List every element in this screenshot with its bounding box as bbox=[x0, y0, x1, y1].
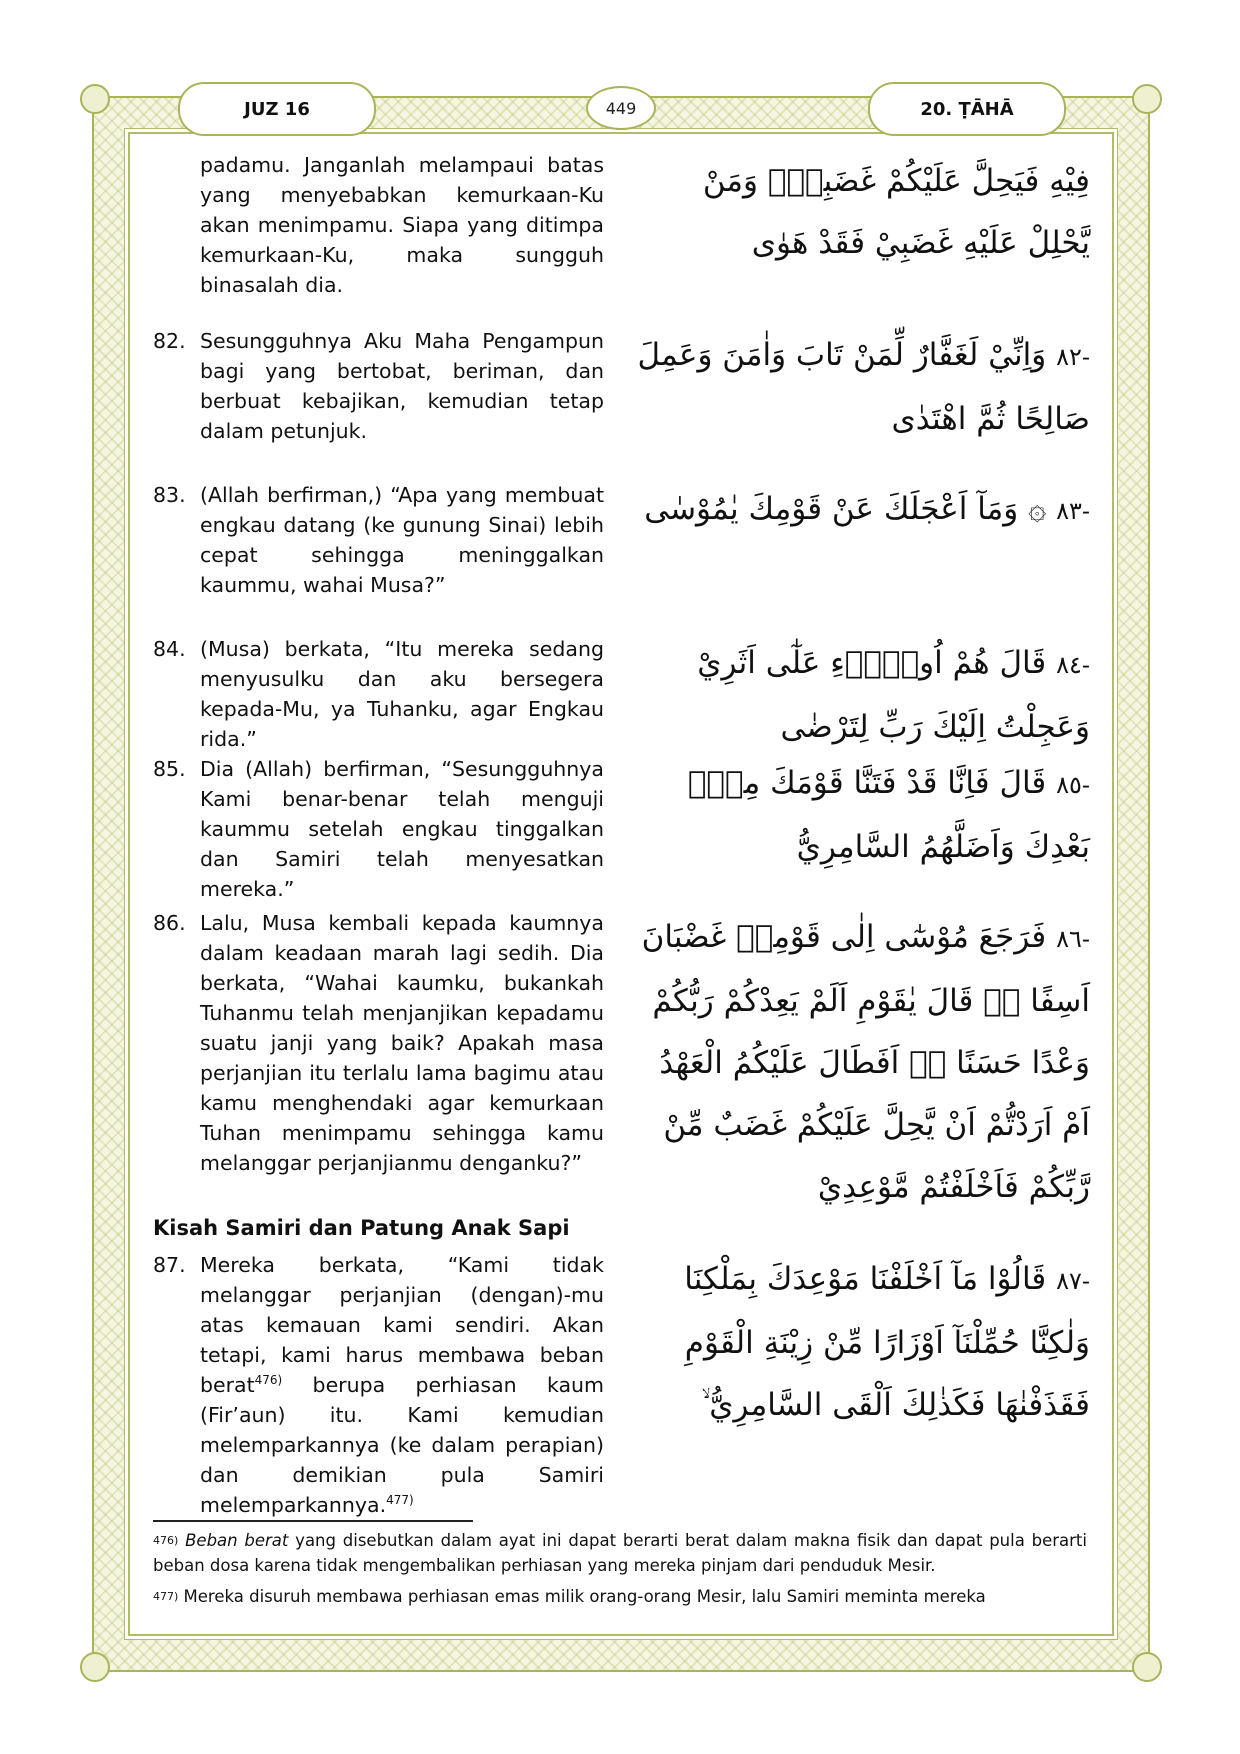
page-content bbox=[150, 140, 1090, 1610]
arabic-text: فَرَجَعَ مُوْسٰٓى اِلٰى قَوْمِهٖ غَضْبَانَ اَسِفًا ەۚ قَالَ يٰقَوْمِ اَلَمْ يَعِدْكُمْ رَبُّكُمْ وَعْدًا حَسَنًا ەۗ اَفَطَالَ عَلَيْكُمُ الْعَهْدُ اَمْ اَرَدْتُّمْ اَنْ يَّحِلَّ عَلَيْكُمْ غَضَبٌ مِّنْ رَّبِّكُمْ فَاَخْلَفْتُمْ مَّوْعِدِيْ bbox=[641, 919, 1090, 1205]
footnote-italic-term: Beban berat bbox=[185, 1531, 289, 1550]
juz-label: JUZ 16 bbox=[178, 82, 376, 136]
corner-ornament-top-right bbox=[1132, 84, 1162, 114]
arabic-text: وَاِنِّيْ لَغَفَّارٌ لِّمَنْ تَابَ وَاٰمَنَ وَعَمِلَ صَالِحًا ثُمَّ اهْتَدٰى bbox=[637, 337, 1090, 437]
verse-number: 85. bbox=[153, 757, 186, 781]
verse-number: 82. bbox=[153, 329, 186, 353]
verse-translation bbox=[150, 326, 604, 446]
footnote-text: yang disebutkan dalam ayat ini dapat berarti berat dalam makna fisik dan dapat pula berarti beban dosa karena tidak mengembalikan perhiasan yang mereka pinjam dari penduduk Mesir. bbox=[153, 1531, 1087, 1575]
translation-part-2: berupa perhiasan kaum (Fir’aun) itu. Kami kemudian melemparkannya (ke dalam perapian) dan demikian pula Samiri melemparkannya. bbox=[200, 1373, 604, 1517]
verse-number: 86. bbox=[153, 911, 186, 935]
verse-translation bbox=[150, 1250, 604, 1520]
arabic-verse-number: -٨٦ bbox=[1056, 925, 1090, 953]
translation-text: Dia (Allah) berfirman, “Sesungguhnya Kami benar-benar telah menguji kaummu setelah engkau tinggalkan dan Samiri telah menyesatkan mereka.” bbox=[200, 757, 604, 901]
translation-text: Sesungguhnya Aku Maha Pengampun bagi yang bertobat, beriman, dan berbuat kebajikan, kemudian tetap dalam petunjuk. bbox=[200, 329, 604, 443]
corner-ornament-top-left bbox=[80, 84, 110, 114]
arabic-verse-number: -٨٣ bbox=[1056, 497, 1090, 525]
page-number: 449 bbox=[586, 86, 656, 130]
translation-part-1: Mereka berkata, “Kami tidak melanggar perjanjian (dengan)-mu atas kemauan kami sendiri. Akan tetapi, kami harus membawa beban berat bbox=[200, 1253, 604, 1397]
footnote-477 bbox=[153, 1584, 1087, 1609]
footnote-ref-476[interactable]: 476) bbox=[254, 1373, 283, 1388]
footnote-mark: 477) bbox=[153, 1590, 179, 1603]
corner-ornament-bottom-right bbox=[1132, 1652, 1162, 1682]
arabic-text: قَالُوْا مَآ اَخْلَفْنَا مَوْعِدَكَ بِمَلْكِنَا وَلٰكِنَّا حُمِّلْنَآ اَوْزَارًا مِّنْ زِيْنَةِ الْقَوْمِ فَقَذَفْنٰهَا فَكَذٰلِكَ اَلْقَى السَّامِرِيُّ ۙ bbox=[684, 1261, 1090, 1423]
verse-translation bbox=[150, 480, 604, 600]
footnote-mark: 476) bbox=[153, 1534, 179, 1547]
corner-ornament-bottom-left bbox=[80, 1652, 110, 1682]
verse-arabic bbox=[636, 632, 1090, 758]
footnote-ref-477[interactable]: 477) bbox=[386, 1493, 414, 1508]
verse-number: 83. bbox=[153, 483, 186, 507]
verse-arabic bbox=[636, 906, 1090, 1218]
footnote-text: Mereka disuruh membawa perhiasan emas milik orang-orang Mesir, lalu Samiri meminta mereka bbox=[183, 1587, 986, 1606]
translation-text bbox=[200, 1250, 604, 1520]
footnote-divider bbox=[153, 1520, 473, 1522]
verse-number: 84. bbox=[153, 637, 186, 661]
arabic-verse-number: -٨٧ bbox=[1056, 1267, 1090, 1295]
verse-number: 87. bbox=[153, 1253, 186, 1277]
section-heading: Kisah Samiri dan Patung Anak Sapi bbox=[153, 1216, 570, 1240]
verse-translation bbox=[150, 754, 604, 904]
arabic-text: ۞ وَمَآ اَعْجَلَكَ عَنْ قَوْمِكَ يٰمُوْسٰى bbox=[644, 491, 1047, 527]
verse-translation bbox=[150, 150, 604, 300]
surah-label: 20. ṬĀHĀ bbox=[868, 82, 1066, 136]
verse-arabic bbox=[636, 324, 1090, 450]
arabic-verse-number: -٨٢ bbox=[1056, 343, 1090, 371]
arabic-verse-number: -٨٥ bbox=[1056, 771, 1090, 799]
translation-text: padamu. Janganlah melampaui batas yang menyebabkan kemurkaan-Ku akan menimpamu. Siapa yang ditimpa kemurkaan-Ku, maka sungguh binasalah dia. bbox=[200, 153, 604, 297]
arabic-text: قَالَ هُمْ اُولَاۤءِ عَلٰٓى اَثَرِيْ وَعَجِلْتُ اِلَيْكَ رَبِّ لِتَرْضٰى bbox=[697, 645, 1090, 745]
verse-translation bbox=[150, 634, 604, 754]
verse-arabic bbox=[636, 150, 1090, 274]
translation-text: Lalu, Musa kembali kepada kaumnya dalam keadaan marah lagi sedih. Dia berkata, “Wahai kaumku, bukankah Tuhanmu telah menjanjikan kepadamu suatu janji yang baik? Apakah masa perjanjian itu terlalu lama bagimu atau kamu menghendaki agar kemurkaan Tuhan menimpamu sehingga kamu melanggar perjanjianmu denganku?” bbox=[200, 911, 604, 1175]
verse-arabic bbox=[636, 752, 1090, 878]
arabic-verse-number: -٨٤ bbox=[1056, 651, 1090, 679]
verse-arabic bbox=[636, 478, 1090, 542]
footnote-476 bbox=[153, 1528, 1087, 1578]
arabic-text: فِيْهِ فَيَحِلَّ عَلَيْكُمْ غَضَبِيْۚ وَمَنْ يَّحْلِلْ عَلَيْهِ غَضَبِيْ فَقَدْ هَوٰى bbox=[702, 163, 1090, 261]
verse-arabic bbox=[636, 1248, 1090, 1436]
translation-text: (Allah berfirman,) “Apa yang membuat engkau datang (ke gunung Sinai) lebih cepat sehingga meninggalkan kaummu, wahai Musa?” bbox=[200, 483, 604, 597]
verse-translation bbox=[150, 908, 604, 1178]
translation-text: (Musa) berkata, “Itu mereka sedang menyusulku dan aku bersegera kepada-Mu, ya Tuhanku, agar Engkau rida.” bbox=[200, 637, 604, 751]
arabic-text: قَالَ فَاِنَّا قَدْ فَتَنَّا قَوْمَكَ مِنْۢ بَعْدِكَ وَاَضَلَّهُمُ السَّامِرِيُّ bbox=[687, 765, 1090, 865]
